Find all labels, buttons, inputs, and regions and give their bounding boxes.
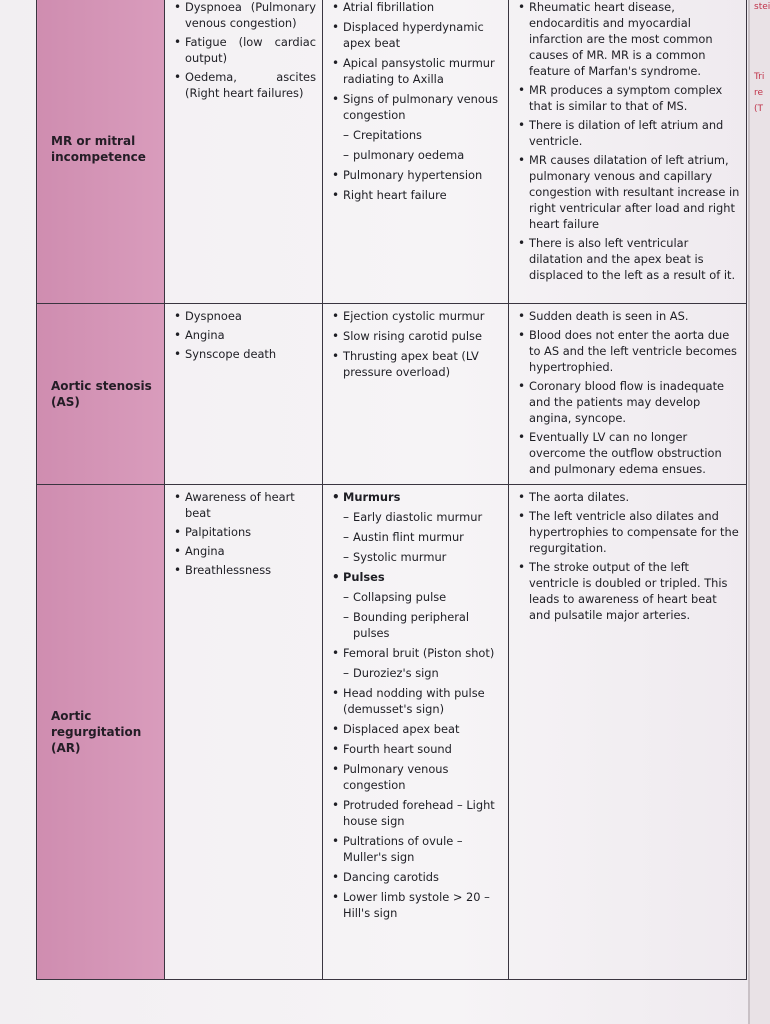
sign-item: • Fourth heart sound — [343, 741, 502, 757]
list-item: • The left ventricle also dilates and hypertrophies to compensate for the regurgitation. — [529, 508, 740, 556]
condition-cell: MR or mitral incompetence — [37, 0, 165, 304]
symptoms-cell — [165, 0, 323, 304]
edge-text: stei — [754, 2, 770, 12]
sign-item: • Apical pansystolic murmur radiating to Axilla — [343, 55, 502, 87]
edge-text: (T — [754, 104, 764, 114]
list-item: • MR causes dilatation of left atrium, pulmonary venous and capillary congestion with resultant increase in right ventricular after load and right heart failure — [529, 152, 740, 232]
list-item: • MR produces a symptom complex that is similar to that of MS. — [529, 82, 740, 114]
list-item: • Fatigue (low cardiac output) — [185, 34, 316, 66]
adjacent-page-edge — [748, 0, 770, 1024]
sign-item: • Protruded forehead – Light house sign — [343, 797, 502, 829]
sign-subitem: – Collapsing pulse — [343, 589, 502, 605]
sign-item: • Head nodding with pulse (demusset's sign) — [343, 685, 502, 717]
sign-subitem: – Bounding peripheral pulses — [343, 609, 502, 641]
list-item: • Blood does not enter the aorta due to AS and the left ventricle becomes hypertrophied. — [529, 327, 740, 375]
list-item: • Angina — [185, 327, 316, 343]
notes-cell — [509, 304, 747, 485]
signs-cell — [323, 304, 509, 485]
sign-item: • Pulmonary venous congestion — [343, 761, 502, 793]
list-item: • Coronary blood flow is inadequate and the patients may develop angina, syncope. — [529, 378, 740, 426]
sign-item: • Signs of pulmonary venous congestion — [343, 91, 502, 123]
sign-item: • Lower limb systole > 20 – Hill's sign — [343, 889, 502, 921]
sign-item: • Right heart failure — [343, 187, 502, 203]
sign-heading: • Pulses — [343, 569, 502, 585]
sign-item: • Slow rising carotid pulse — [343, 328, 502, 344]
edge-text: re — [754, 88, 764, 98]
sign-item: • Pultrations of ovule – Muller's sign — [343, 833, 502, 865]
condition-cell: Aortic stenosis (AS) — [37, 304, 165, 485]
list-item: • Synscope death — [185, 346, 316, 362]
list-item: • There is dilation of left atrium and ventricle. — [529, 117, 740, 149]
table-row-ar — [37, 485, 747, 980]
signs-cell — [323, 0, 509, 304]
list-item: • Dyspnoea (Pulmonary venous congestion) — [185, 0, 316, 31]
list-item: • Breathlessness — [185, 562, 316, 578]
list-item: • Angina — [185, 543, 316, 559]
list-item: • Oedema, ascites (Right heart failures) — [185, 69, 316, 101]
sign-item: • Thrusting apex beat (LV pressure overload) — [343, 348, 502, 380]
sign-item: • Displaced hyperdynamic apex beat — [343, 19, 502, 51]
sign-item: • Displaced apex beat — [343, 721, 502, 737]
symptoms-cell — [165, 304, 323, 485]
sign-subitem: – Systolic murmur — [343, 549, 502, 565]
list-item: • Rheumatic heart disease, endocarditis and myocardial infarction are the most common causes of MR. MR is a common feature of Marfan's syndrome. — [529, 0, 740, 79]
sign-subitem: – Early diastolic murmur — [343, 509, 502, 525]
sign-subitem: – pulmonary oedema — [343, 147, 502, 163]
list-item: • Dyspnoea — [185, 308, 316, 324]
sign-item: • Atrial fibrillation — [343, 0, 502, 15]
list-item: • Palpitations — [185, 524, 316, 540]
sign-item: • Ejection cystolic murmur — [343, 308, 502, 324]
sign-heading: • Murmurs — [343, 489, 502, 505]
symptoms-cell — [165, 485, 323, 980]
list-item: • Awareness of heart beat — [185, 489, 316, 521]
sign-item: • Pulmonary hypertension — [343, 167, 502, 183]
sign-subitem: – Crepitations — [343, 127, 502, 143]
sign-item: • Femoral bruit (Piston shot) — [343, 645, 502, 661]
table-row-as — [37, 304, 747, 485]
condition-cell: Aortic regurgitation (AR) — [37, 485, 165, 980]
list-item: • The aorta dilates. — [529, 489, 740, 505]
valvular-disease-table — [36, 0, 747, 980]
list-item: • There is also left ventricular dilatation and the apex beat is displaced to the left as a result of it. — [529, 235, 740, 283]
notes-cell — [509, 485, 747, 980]
list-item: • Sudden death is seen in AS. — [529, 308, 740, 324]
table-row-mr — [37, 0, 747, 304]
list-item: • Eventually LV can no longer overcome the outflow obstruction and pulmonary edema ensues. — [529, 429, 740, 477]
sign-item: • Dancing carotids — [343, 869, 502, 885]
notes-cell — [509, 0, 747, 304]
edge-text: Tri — [754, 72, 765, 82]
list-item: • The stroke output of the left ventricle is doubled or tripled. This leads to awareness of heart beat and pulsatile major arteries. — [529, 559, 740, 623]
sign-subitem: – Austin flint murmur — [343, 529, 502, 545]
sign-subitem: – Duroziez's sign — [343, 665, 502, 681]
signs-cell — [323, 485, 509, 980]
